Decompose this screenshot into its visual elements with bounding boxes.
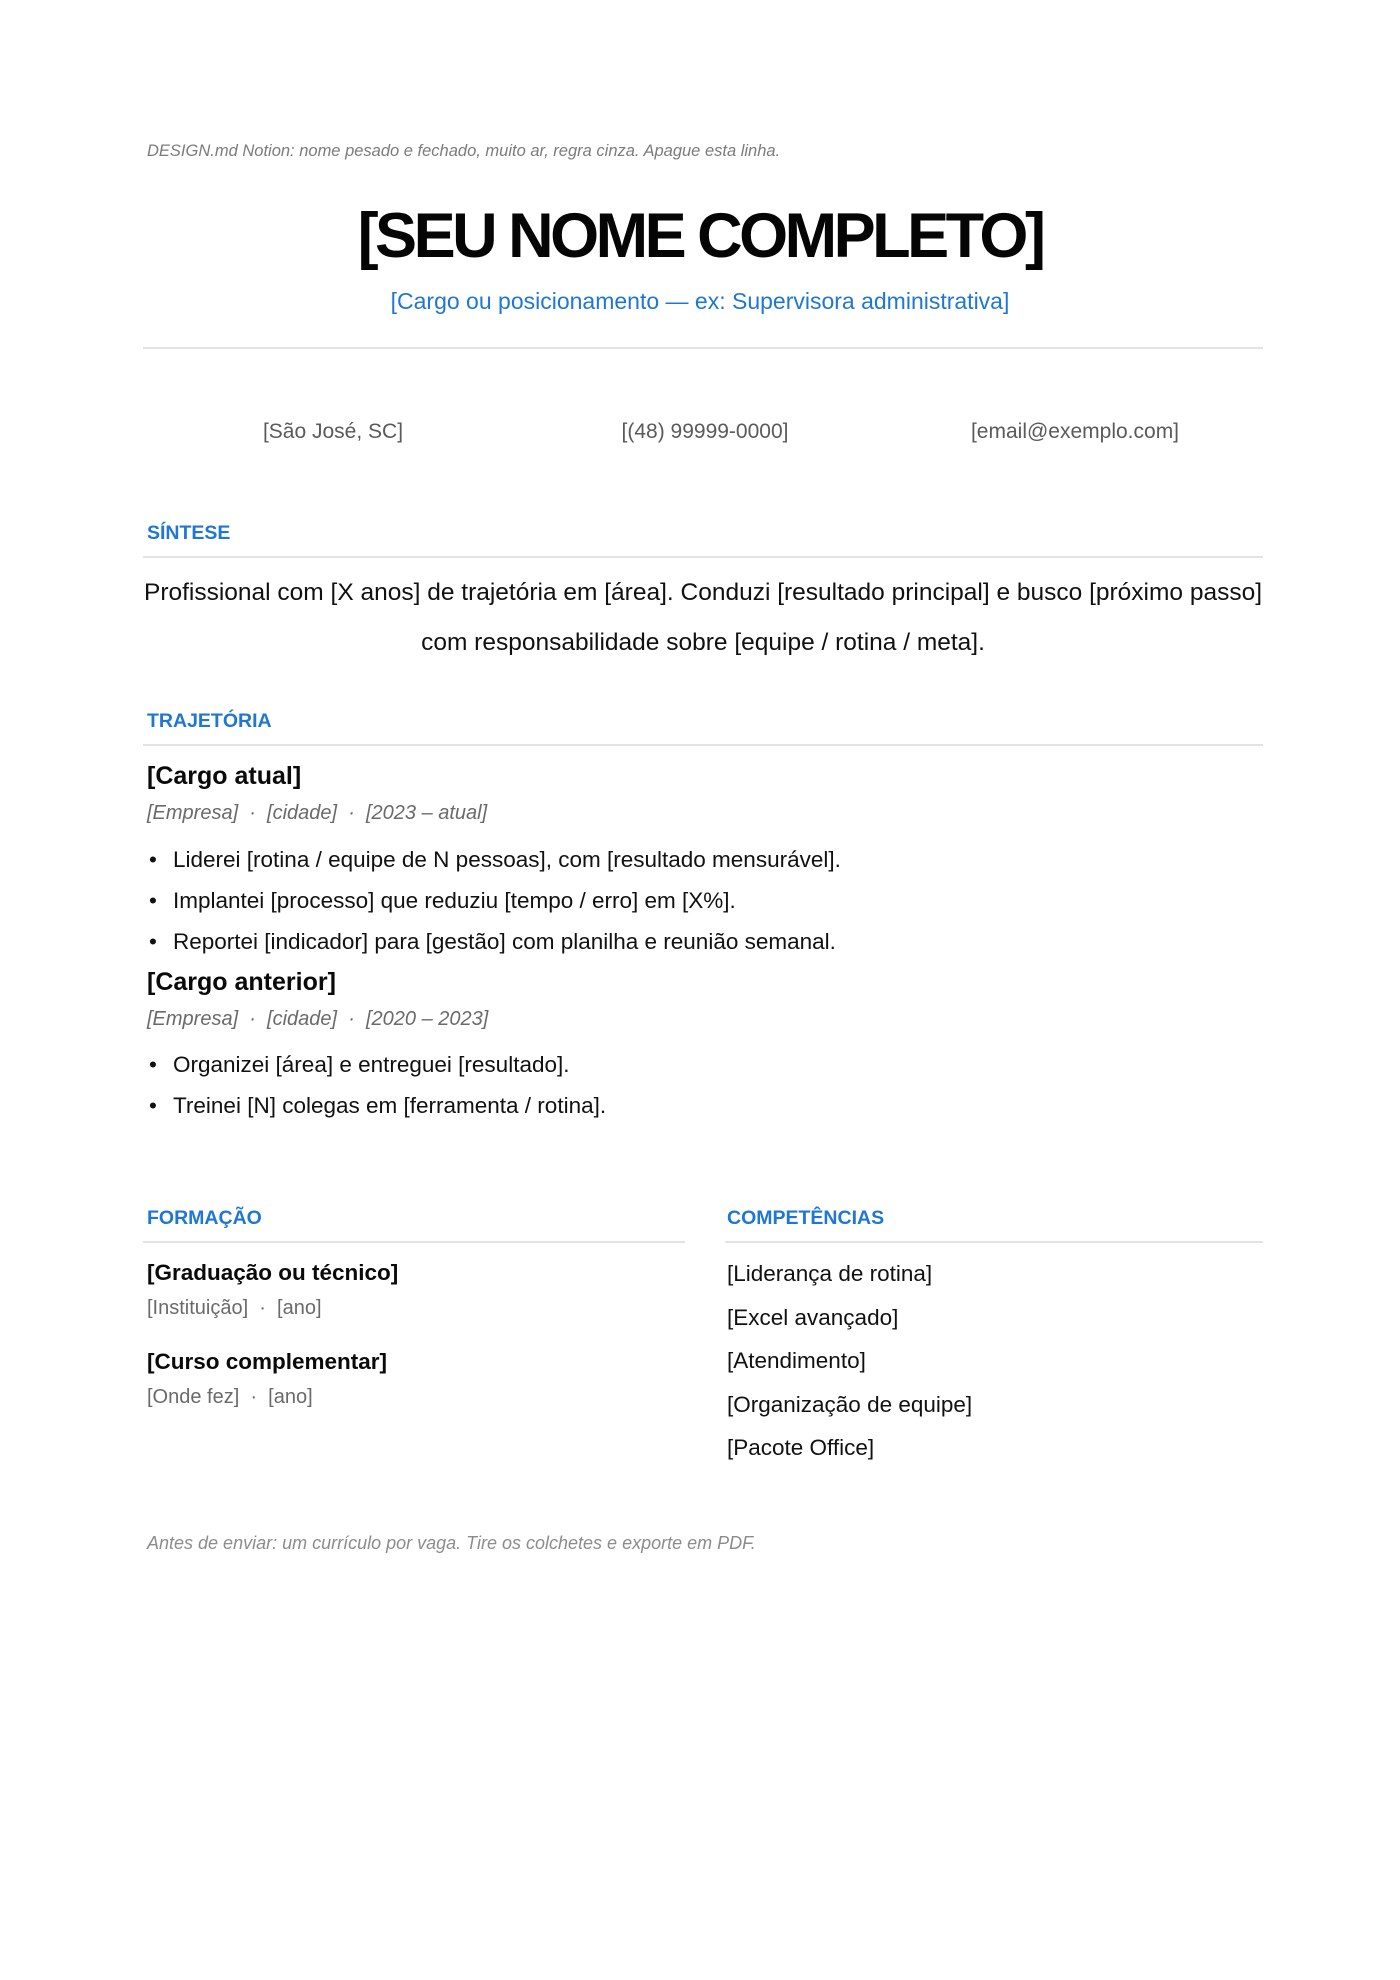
education-title: [Graduação ou técnico] [147, 1260, 399, 1285]
course-meta: [Onde fez] · [ano] [147, 1386, 313, 1408]
job-meta-current: [Empresa] · [cidade] · [2023 – atual] [147, 802, 488, 824]
skill-item: [Atendimento] [727, 1348, 866, 1373]
section-title-competencias: COMPETÊNCIAS [727, 1207, 885, 1229]
skill-item: [Liderança de rotina] [727, 1261, 933, 1286]
footer-note: Antes de enviar: um currículo por vaga. Tire os colchetes e exporte em PDF. [147, 1533, 756, 1553]
skill-item: [Pacote Office] [727, 1435, 875, 1460]
section-title-sintese: SÍNTESE [147, 522, 231, 544]
trajetoria-divider [143, 744, 1263, 746]
header-divider [143, 347, 1263, 349]
section-title-trajetoria: TRAJETÓRIA [147, 710, 272, 732]
skills-list [727, 1259, 972, 1477]
summary-text: Profissional com [X anos] de trajetória em [área]. Conduzi [resultado principal] e busco [próximo passo] com responsabilidade sobre [equipe / rotina / meta]. [143, 579, 1263, 656]
sintese-divider [143, 556, 1263, 558]
job-bullets-previous [147, 1050, 606, 1132]
skill-item: [Organização de equipe] [727, 1391, 973, 1417]
list-item: • Implantei [processo] que reduziu [tempo / erro] em [X%]. [147, 886, 841, 927]
job-bullets-current [147, 845, 841, 968]
skill-item: [Excel avançado] [727, 1304, 899, 1330]
contact-location: [São José, SC] [262, 420, 404, 443]
course-title: [Curso complementar] [147, 1349, 388, 1374]
contact-email: [email@exemplo.com] [970, 420, 1180, 443]
full-name: [SEU NOME COMPLETO] [357, 201, 1043, 271]
job-title-previous: [Cargo anterior] [147, 968, 336, 996]
contact-phone: [(48) 99999-0000] [621, 420, 789, 443]
role-title: [Cargo ou posicionamento — ex: Supervisora administrativa] [390, 288, 1010, 314]
list-item: • Organizei [área] e entreguei [resultado]. [147, 1050, 606, 1091]
list-item: • Liderei [rotina / equipe de N pessoas], com [resultado mensurável]. [147, 845, 841, 886]
design-note: DESIGN.md Notion: nome pesado e fechado, muito ar, regra cinza. Apague esta linha. [147, 142, 781, 160]
education-meta: [Instituição] · [ano] [147, 1297, 322, 1319]
job-meta-previous: [Empresa] · [cidade] · [2020 – 2023] [147, 1008, 489, 1030]
competencias-divider [725, 1241, 1263, 1243]
list-item: • Reportei [indicador] para [gestão] com planilha e reunião semanal. [147, 927, 841, 968]
section-title-formacao: FORMAÇÃO [147, 1207, 262, 1229]
job-title-current: [Cargo atual] [147, 762, 302, 790]
list-item: • Treinei [N] colegas em [ferramenta / rotina]. [147, 1091, 606, 1132]
formacao-divider [143, 1241, 685, 1243]
